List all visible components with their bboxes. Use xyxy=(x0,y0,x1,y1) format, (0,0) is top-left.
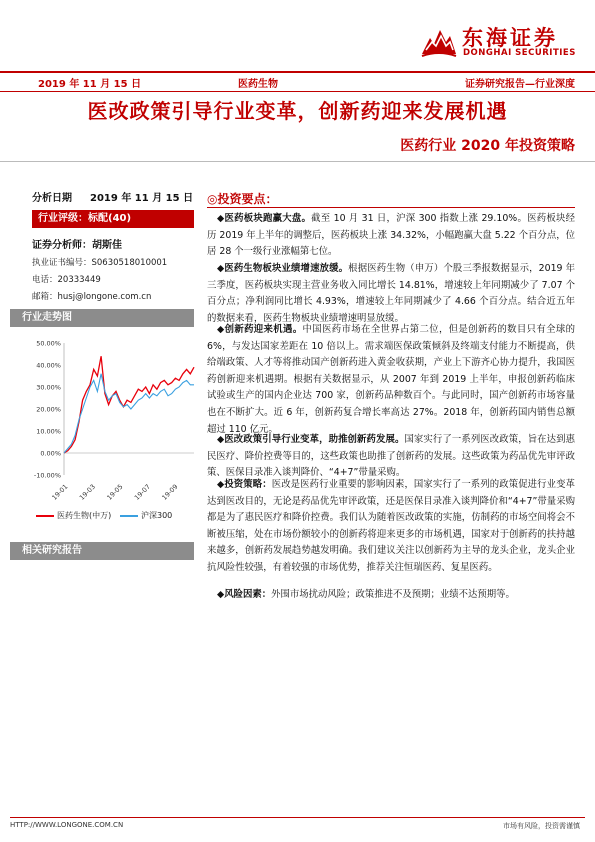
footer-url[interactable]: HTTP://WWW.LONGONE.COM.CN xyxy=(10,821,124,829)
legend-series-1 xyxy=(36,510,111,521)
page-subtitle: 医药行业 2020 年投资策略 xyxy=(400,138,575,154)
y-tick-label: 40.00% xyxy=(36,361,61,370)
key-point-3-title: ◆创新药迎来机遇。 xyxy=(217,324,303,335)
report-sector: 医药生物 xyxy=(238,79,278,90)
email[interactable]: 邮箱：husj@longone.com.cn xyxy=(32,292,152,302)
key-point-5-title: ◆投资策略： xyxy=(217,479,272,490)
y-tick-label: 30.00% xyxy=(36,383,61,392)
company-logo xyxy=(420,22,580,62)
subtitle-rule xyxy=(0,161,595,162)
related-section-title: 相关研究报告 xyxy=(10,542,194,560)
analyst-name: 证券分析师：胡斯佳 xyxy=(32,240,122,251)
y-tick-label: 0.00% xyxy=(40,449,61,458)
page-title: 医改政策引导行业变革，创新药迎来发展机遇 xyxy=(87,99,508,123)
legend-swatch-2 xyxy=(120,515,138,517)
legend-label-2: 沪深300 xyxy=(141,511,173,520)
analysis-date xyxy=(32,189,194,204)
key-points-rule xyxy=(207,207,575,208)
y-tick-label: 10.00% xyxy=(36,427,61,436)
header-rule xyxy=(0,71,595,73)
legend-swatch-1 xyxy=(36,515,54,517)
key-point-1-text: 截至 10 月 31 日，沪深 300 指数上涨 29.10%。医药板块经历 2019 年上半年的调整后，医药板块上涨 34.32%，小幅跑赢大盘 5.22 个百分点，位居 28 个一级行业涨幅第七位。 xyxy=(207,213,575,258)
key-point-6-title: ◆风险因素： xyxy=(217,589,272,600)
y-tick-label: -10.00% xyxy=(33,471,61,480)
header-rule-2 xyxy=(0,91,595,92)
x-tick-label: 19-03 xyxy=(77,482,97,502)
key-point-1 xyxy=(207,211,575,261)
industry-trend-chart xyxy=(28,335,196,535)
report-type: 证券研究报告—行业深度 xyxy=(465,79,575,90)
industry-rating: 行业评级：标配(40) xyxy=(32,210,194,228)
x-tick-label: 19-09 xyxy=(160,482,180,502)
legend-series-2 xyxy=(120,510,172,521)
trend-section-title: 行业走势图 xyxy=(10,309,194,327)
x-tick-label: 19-01 xyxy=(50,482,70,502)
y-tick-label: 20.00% xyxy=(36,405,61,414)
key-point-6-text: 外围市场扰动风险；政策推进不及预期；业绩不达预期等。 xyxy=(271,589,515,600)
x-tick-label: 19-07 xyxy=(132,482,152,502)
analysis-date-label: 分析日期 xyxy=(32,193,72,204)
key-point-3-text: 中国医药市场在全世界占第二位，但是创新药的数目只有全球的 6%，与发达国家差距在 10 倍以上。需求端医保政策倾斜及终端支付能力不断提高，供给端政策、人才等将推动国产创新药进入黄金收获期，产业上下游齐心协力提升，我国医药创新迎来机遇期。根据有关数据显示，从 2007 年到 2019 上半年，申报创新药临床试验或生产的国内企业达 700 家，创新药品种数百个。与此同时，国产创新药市场容量也在不断扩大。近 6 年，创新药复合增长率高达 27%。2018 年，创新药国内销售总额超过 110 亿元。 xyxy=(207,324,575,435)
logo-chinese-text: 东海证券 xyxy=(462,26,558,50)
key-point-1-title: ◆医药板块跑赢大盘。 xyxy=(217,213,312,224)
key-point-2-text: 根据医药生物（申万）个股三季报数据显示，2019 年三季度，医药板块实现主营业务收入同比增长 14.81%，增速较上年同期减少了 7.07 个百分点；净利润同比增长 4.93%，增速较上年同期减少了 4.66 个百分点。结合近五年的数据来看，医药生物板块业绩增速明显放缓。 xyxy=(207,263,576,324)
key-point-4-title: ◆医改政策引导行业变革，助推创新药发展。 xyxy=(217,434,405,445)
report-date: 2019 年 11 月 15 日 xyxy=(38,79,142,90)
analysis-date-value: 2019 年 11 月 15 日 xyxy=(90,193,194,204)
footer-disclaimer: 市场有风险，投资需谨慎 xyxy=(503,822,580,830)
y-tick-label: 50.00% xyxy=(36,339,61,348)
key-point-5 xyxy=(207,477,575,577)
key-point-6 xyxy=(207,587,575,604)
logo-mark-icon xyxy=(420,24,458,58)
x-tick-label: 19-05 xyxy=(105,482,125,502)
legend-label-1: 医药生物(中万) xyxy=(57,511,112,520)
logo-english-text: DONGHAI SECURITIES xyxy=(463,48,576,58)
key-point-4 xyxy=(207,432,575,482)
key-point-5-text: 医改是医药行业重要的影响因素，国家实行了一系列的政策促进行业变革达到医改目的，无论是药品优先审评政策，还是医保目录准入谈判降价和“4+7”带量采购都是为了惠民医疗和降价控费。我们认为随着医改政策的实施，仿制药的市场空间将会不断被压缩，处在市场份额较小的创新药将迎来更多的市场机遇，国家对于创新药的扶持越来越多，创新药发展趋势越发明确。我们建议关注以创新药为主导的龙头企业，龙头企业抗风险性较强，有着较强的市场优势，推荐关注恒瑞医药、复星医药。 xyxy=(207,479,575,573)
key-point-2 xyxy=(207,261,575,327)
footer-rule xyxy=(10,817,585,818)
key-points-heading: ◎投资要点： xyxy=(207,192,278,206)
cert-number: 执业证书编号：S0630518010001 xyxy=(32,258,168,268)
series-line-2 xyxy=(64,374,194,453)
key-point-2-title: ◆医药生物板块业绩增速放缓。 xyxy=(217,263,349,274)
phone: 电话：20333449 xyxy=(32,275,101,285)
key-point-3 xyxy=(207,322,575,438)
key-point-4-text: 国家实行了一系列医改政策，旨在达到惠民医疗、降价控费等目的，这些政策也助推了创新药的发展。这些政策为药品优先审评政策、医保目录准入谈判降价、“4+7”带量采购。 xyxy=(207,434,575,479)
